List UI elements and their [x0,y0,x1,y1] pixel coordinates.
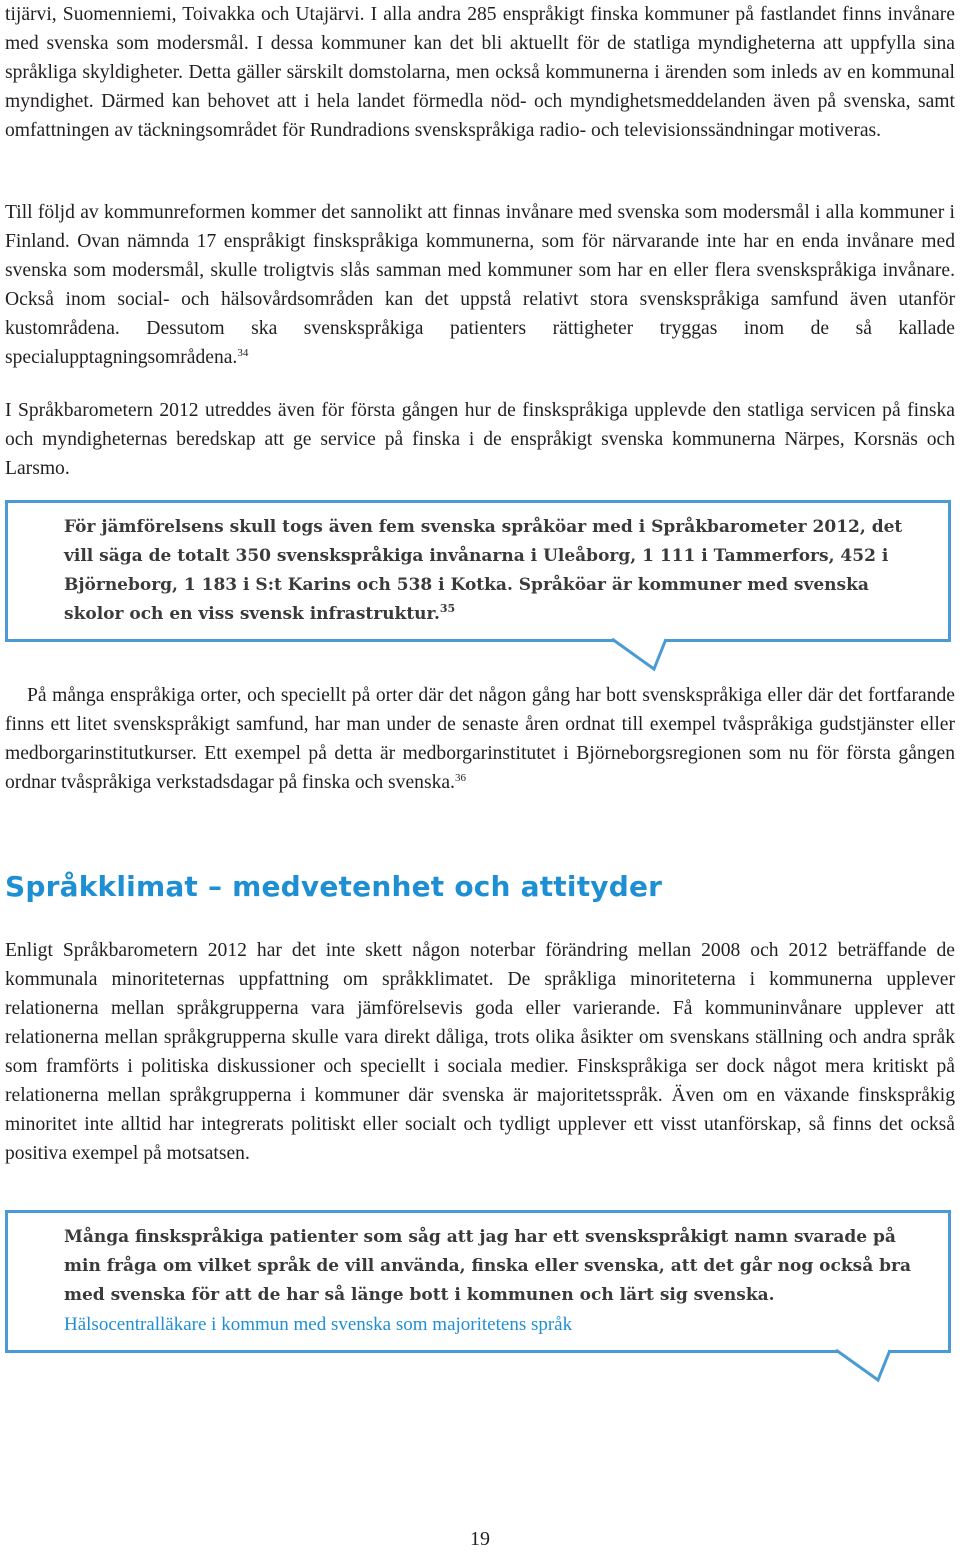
footnote-ref-34: 34 [237,347,249,359]
callout-1-tail [610,637,670,673]
callout-1-body: För jämförelsens skull togs även fem svenska språköar med i Språkbarometer 2012, det vill säga de totalt 350 svenskspråkiga invånarna i Uleåborg, 1 111 i Tammerfors, 452 i Björneborg, 1 183 i S:t Karins och 538 i Kotka. Språköar är kommuner med svenska skolor och en viss svensk infrastruktur. [64,517,903,624]
paragraph-2-text: Till följd av kommunreformen kommer det sannolikt att finnas invånare med svenska som modersmål i alla kommuner i Finland. Ovan nämnda 17 enspråkigt finskspråkiga kommunerna, som för närvarande inte har en enda invånare med svenska som modersmål, skulle troligtvis slås samman med kommuner som har en eller flera svenskspråkiga invånare. Också inom social- och hälsovårdsområden kan det uppstå relativt stora svenskspråkiga samfund även utanför kustområdena. Dessutom ska svenskspråkiga patienters rättigheter tryggas inom de så kallade specialupptagningsområdena. [5,202,955,368]
callout-2-tail [834,1348,894,1384]
footnote-ref-35: 35 [439,602,456,615]
section-heading: Språkklimat – medvetenhet och attityder [5,870,663,903]
paragraph-1 [5,0,955,145]
paragraph-1-text: tijärvi, Suomenniemi, Toivakka och Utajärvi. I alla andra 285 enspråkigt finska kommuner på fastlandet finns invånare med svenska som modersmål. I dessa kommuner kan det bli aktuellt för de statliga myndigheterna att uppfylla sina språkliga skyldigheter. Detta gäller särskilt domstolarna, men också kommunerna i ärenden som inleds av en kommunal myndighet. Därmed kan behovet att i hela landet förmedla nöd- och myndighetsmeddelanden även på svenska, samt omfattningen av täckningsområdet för Rundradions svenskspråkiga radio- och televisionssändningar motiveras. [5,4,955,141]
paragraph-5 [5,936,955,1168]
paragraph-3-text: I Språkbarometern 2012 utreddes även för första gången hur de finskspråkiga upplevde den statliga servicen på finska och myndigheternas beredskap att ge service på finska i de enspråkigt svenska kommunerna Närpes, Korsnäs och Larsmo. [5,400,955,479]
paragraph-4-text: På många enspråkiga orter, och speciellt på orter där det någon gång har bott svenskspråkiga eller där det fortfarande finns ett litet svenskspråkigt samfund, har man under de senaste åren ordnat till exempel tvåspråkiga gudstjänster eller medborgarinstitutkurser. Ett exempel på detta är medborgarinstitutet i Björneborgsregionen som nu för första gången ordnar tvåspråkiga verkstadsdagar på finska och svenska. [5,685,955,793]
page-number: 19 [470,1528,490,1550]
paragraph-3 [5,396,955,483]
callout-2-attribution: Hälsocentralläkare i kommun med svenska som majoritetens språk [64,1314,573,1335]
paragraph-2 [5,198,955,372]
callout-box-1 [5,500,951,642]
paragraph-5-text: Enligt Språkbarometern 2012 har det inte skett någon noterbar förändring mellan 2008 och 2012 beträffande de kommunala minoriteternas uppfattning om språkklimatet. De språkliga minoriteterna i kommunerna upplever relationerna mellan språkgrupperna vara jämförelsevis goda eller varierande. Få kommuninvånare upplever att relationerna mellan språkgrupperna skulle vara direkt dåliga, trots olika åsikter om svenskans ställning och andra språk som framförts i politiska diskussioner och speciellt i sociala medier. Finskspråkiga ser dock något mera kritiskt på relationerna mellan språkgrupperna i kommuner där svenska är majoritetsspråk. Även om en växande finskspråkig minoritet inte alltid har integrerats politiskt eller socialt och tydligt upplever ett visst utanförskap, så finns det också positiva exempel på motsatsen. [5,940,955,1164]
paragraph-4 [5,681,955,797]
callout-2-text: Många finskspråkiga patienter som såg att jag har ett svenskspråkigt namn svarade på min fråga om vilket språk de vill använda, finska eller svenska, att det går nog också bra med svenska för att de har så länge bott i kommunen och lärt sig svenska. [64,1227,911,1305]
callout-1-text [64,513,918,629]
footnote-ref-36: 36 [454,772,466,784]
callout-box-2 [5,1210,951,1353]
